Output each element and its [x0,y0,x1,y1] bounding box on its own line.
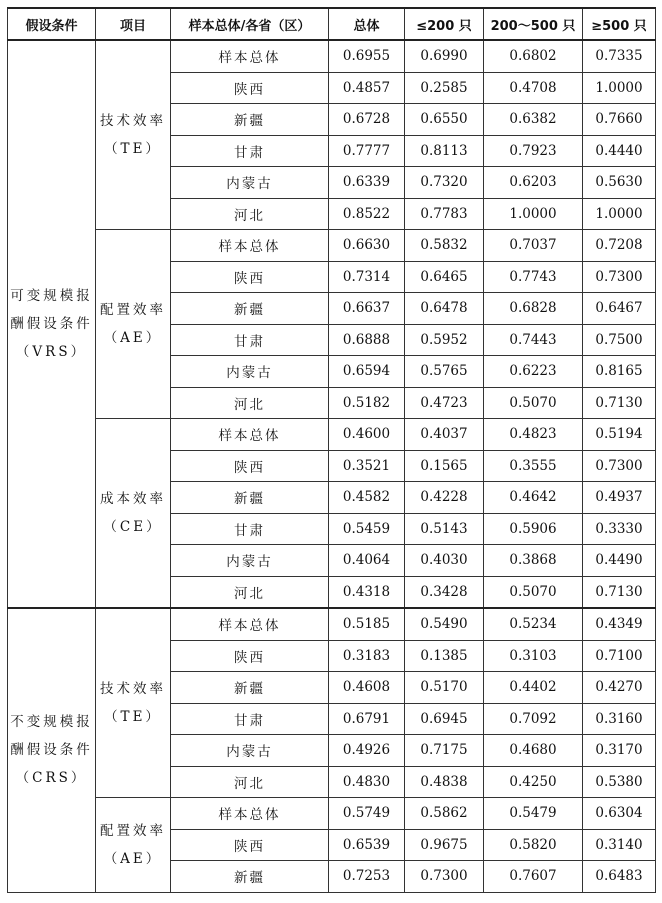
overall-value-cell: 0.4830 [329,766,405,798]
region-cell: 新疆 [171,293,329,325]
table-container [7,7,656,893]
region-cell: 新疆 [171,104,329,136]
ge500-value-cell: 0.7500 [583,324,656,356]
region-cell: 样本总体 [171,798,329,830]
le200-value-cell: 0.6550 [405,104,484,136]
mid-value-cell: 0.7743 [484,261,583,293]
mid-value-cell: 0.7092 [484,703,583,735]
mid-value-cell: 0.4402 [484,672,583,704]
overall-value-cell: 0.6630 [329,230,405,262]
ge500-value-cell: 0.8165 [583,356,656,388]
le200-value-cell: 0.5490 [405,608,484,640]
region-cell: 新疆 [171,672,329,704]
le200-value-cell: 0.4228 [405,482,484,514]
overall-value-cell: 0.7777 [329,135,405,167]
metric-cell [96,40,171,230]
mid-value-cell: 0.6223 [484,356,583,388]
table-body [8,40,656,892]
region-cell: 新疆 [171,861,329,893]
le200-value-cell: 0.6945 [405,703,484,735]
region-cell: 内蒙古 [171,167,329,199]
le200-value-cell: 0.8113 [405,135,484,167]
mid-value-cell: 0.5234 [484,608,583,640]
region-cell: 甘肃 [171,324,329,356]
ge500-value-cell: 0.7130 [583,387,656,419]
assumption-condition-text: 可变规模报 [10,288,93,304]
le200-value-cell: 0.6478 [405,293,484,325]
ge500-value-cell: 0.7300 [583,450,656,482]
overall-value-cell: 0.4600 [329,419,405,451]
mid-value-cell: 0.6203 [484,167,583,199]
overall-value-cell: 0.6888 [329,324,405,356]
overall-value-cell: 0.4926 [329,735,405,767]
overall-value-cell: 0.3183 [329,640,405,672]
assumption-condition-text: 酬假设条件 [10,742,93,759]
header-item: 项目 [96,8,171,40]
le200-value-cell: 0.7320 [405,167,484,199]
overall-value-cell: 0.6637 [329,293,405,325]
ge500-value-cell: 0.7130 [583,576,656,608]
metric-text: 技术效率 [100,113,166,129]
region-cell: 甘肃 [171,135,329,167]
overall-value-cell: 0.6594 [329,356,405,388]
assumption-condition-cell [8,608,96,892]
assumption-condition-cell [8,40,96,608]
table-row [8,608,656,640]
mid-value-cell: 0.7443 [484,324,583,356]
le200-value-cell: 0.5832 [405,230,484,262]
mid-value-cell: 0.7607 [484,861,583,893]
mid-value-cell: 0.7037 [484,230,583,262]
ge500-value-cell: 0.7335 [583,40,656,72]
overall-value-cell: 0.4608 [329,672,405,704]
ge500-value-cell: 0.5194 [583,419,656,451]
region-cell: 内蒙古 [171,356,329,388]
table-row [8,40,656,72]
region-cell: 陕西 [171,450,329,482]
region-cell: 样本总体 [171,40,329,72]
header-condition: 假设条件 [8,8,96,40]
mid-value-cell: 0.3103 [484,640,583,672]
le200-value-cell: 0.1385 [405,640,484,672]
mid-value-cell: 0.5820 [484,829,583,861]
overall-value-cell: 0.6728 [329,104,405,136]
mid-value-cell: 0.5070 [484,387,583,419]
mid-value-cell: 0.3555 [484,450,583,482]
ge500-value-cell: 0.7300 [583,261,656,293]
region-cell: 河北 [171,198,329,230]
header-row [8,8,656,40]
le200-value-cell: 0.3428 [405,576,484,608]
header-200-500: 200～500 只 [484,8,583,40]
mid-value-cell: 0.6828 [484,293,583,325]
assumption-condition-text: （VRS） [15,344,88,360]
le200-value-cell: 0.7300 [405,861,484,893]
table-row [8,419,656,451]
region-cell: 陕西 [171,829,329,861]
table-row [8,230,656,262]
ge500-value-cell: 0.7100 [583,640,656,672]
le200-value-cell: 0.2585 [405,72,484,104]
mid-value-cell: 0.4680 [484,735,583,767]
assumption-condition-text: （CRS） [15,770,88,787]
ge500-value-cell: 1.0000 [583,198,656,230]
metric-cell [96,230,171,419]
ge500-value-cell: 0.4349 [583,608,656,640]
le200-value-cell: 0.5765 [405,356,484,388]
region-cell: 河北 [171,576,329,608]
mid-value-cell: 0.5479 [484,798,583,830]
overall-value-cell: 0.4857 [329,72,405,104]
metric-cell [96,608,171,798]
ge500-value-cell: 0.7660 [583,104,656,136]
le200-value-cell: 0.7175 [405,735,484,767]
le200-value-cell: 0.4037 [405,419,484,451]
mid-value-cell: 0.5070 [484,576,583,608]
overall-value-cell: 0.7314 [329,261,405,293]
region-cell: 内蒙古 [171,545,329,577]
metric-text: （AE） [103,330,163,346]
le200-value-cell: 0.4030 [405,545,484,577]
overall-value-cell: 0.4318 [329,576,405,608]
overall-value-cell: 0.4582 [329,482,405,514]
ge500-value-cell: 0.3140 [583,829,656,861]
overall-value-cell: 0.4064 [329,545,405,577]
overall-value-cell: 0.6955 [329,40,405,72]
ge500-value-cell: 0.6304 [583,798,656,830]
le200-value-cell: 0.6990 [405,40,484,72]
efficiency-table [7,7,656,893]
overall-value-cell: 0.3521 [329,450,405,482]
ge500-value-cell: 0.7208 [583,230,656,262]
mid-value-cell: 0.4642 [484,482,583,514]
ge500-value-cell: 0.5630 [583,167,656,199]
header-le200: ≤200 只 [405,8,484,40]
metric-text: 配置效率 [100,822,166,839]
metric-text: （TE） [104,709,162,725]
assumption-condition-text: 不变规模报 [10,714,93,731]
ge500-value-cell: 0.6467 [583,293,656,325]
le200-value-cell: 0.5952 [405,324,484,356]
overall-value-cell: 0.8522 [329,198,405,230]
region-cell: 新疆 [171,482,329,514]
mid-value-cell: 0.4250 [484,766,583,798]
region-cell: 甘肃 [171,513,329,545]
ge500-value-cell: 0.4937 [583,482,656,514]
le200-value-cell: 0.6465 [405,261,484,293]
mid-value-cell: 0.3868 [484,545,583,577]
region-cell: 陕西 [171,261,329,293]
mid-value-cell: 0.4708 [484,72,583,104]
metric-text: 技术效率 [100,681,166,697]
region-cell: 河北 [171,387,329,419]
metric-text: （CE） [103,519,163,535]
mid-value-cell: 0.6382 [484,104,583,136]
region-cell: 内蒙古 [171,735,329,767]
metric-text: 成本效率 [100,491,166,507]
mid-value-cell: 0.6802 [484,40,583,72]
region-cell: 陕西 [171,640,329,672]
ge500-value-cell: 0.3330 [583,513,656,545]
ge500-value-cell: 0.6483 [583,861,656,893]
ge500-value-cell: 0.5380 [583,766,656,798]
metric-text: （AE） [103,850,163,867]
ge500-value-cell: 0.4440 [583,135,656,167]
region-cell: 样本总体 [171,608,329,640]
ge500-value-cell: 0.4490 [583,545,656,577]
ge500-value-cell: 0.4270 [583,672,656,704]
le200-value-cell: 0.1565 [405,450,484,482]
overall-value-cell: 0.5182 [329,387,405,419]
le200-value-cell: 0.4723 [405,387,484,419]
overall-value-cell: 0.7253 [329,861,405,893]
mid-value-cell: 0.7923 [484,135,583,167]
table-row [8,798,656,830]
region-cell: 甘肃 [171,703,329,735]
le200-value-cell: 0.5143 [405,513,484,545]
mid-value-cell: 0.4823 [484,419,583,451]
le200-value-cell: 0.4838 [405,766,484,798]
region-cell: 样本总体 [171,230,329,262]
le200-value-cell: 0.7783 [405,198,484,230]
overall-value-cell: 0.6791 [329,703,405,735]
region-cell: 样本总体 [171,419,329,451]
overall-value-cell: 0.6539 [329,829,405,861]
ge500-value-cell: 1.0000 [583,72,656,104]
mid-value-cell: 0.5906 [484,513,583,545]
le200-value-cell: 0.5862 [405,798,484,830]
assumption-condition-text: 酬假设条件 [10,316,93,332]
header-ge500: ≥500 只 [583,8,656,40]
ge500-value-cell: 0.3170 [583,735,656,767]
ge500-value-cell: 0.3160 [583,703,656,735]
le200-value-cell: 0.9675 [405,829,484,861]
le200-value-cell: 0.5170 [405,672,484,704]
overall-value-cell: 0.5459 [329,513,405,545]
header-overall: 总体 [329,8,405,40]
header-region: 样本总体/各省（区） [171,8,329,40]
metric-cell [96,798,171,893]
metric-cell [96,419,171,609]
metric-text: （TE） [104,141,162,157]
region-cell: 河北 [171,766,329,798]
overall-value-cell: 0.5749 [329,798,405,830]
region-cell: 陕西 [171,72,329,104]
overall-value-cell: 0.5185 [329,608,405,640]
metric-text: 配置效率 [100,302,166,318]
mid-value-cell: 1.0000 [484,198,583,230]
overall-value-cell: 0.6339 [329,167,405,199]
